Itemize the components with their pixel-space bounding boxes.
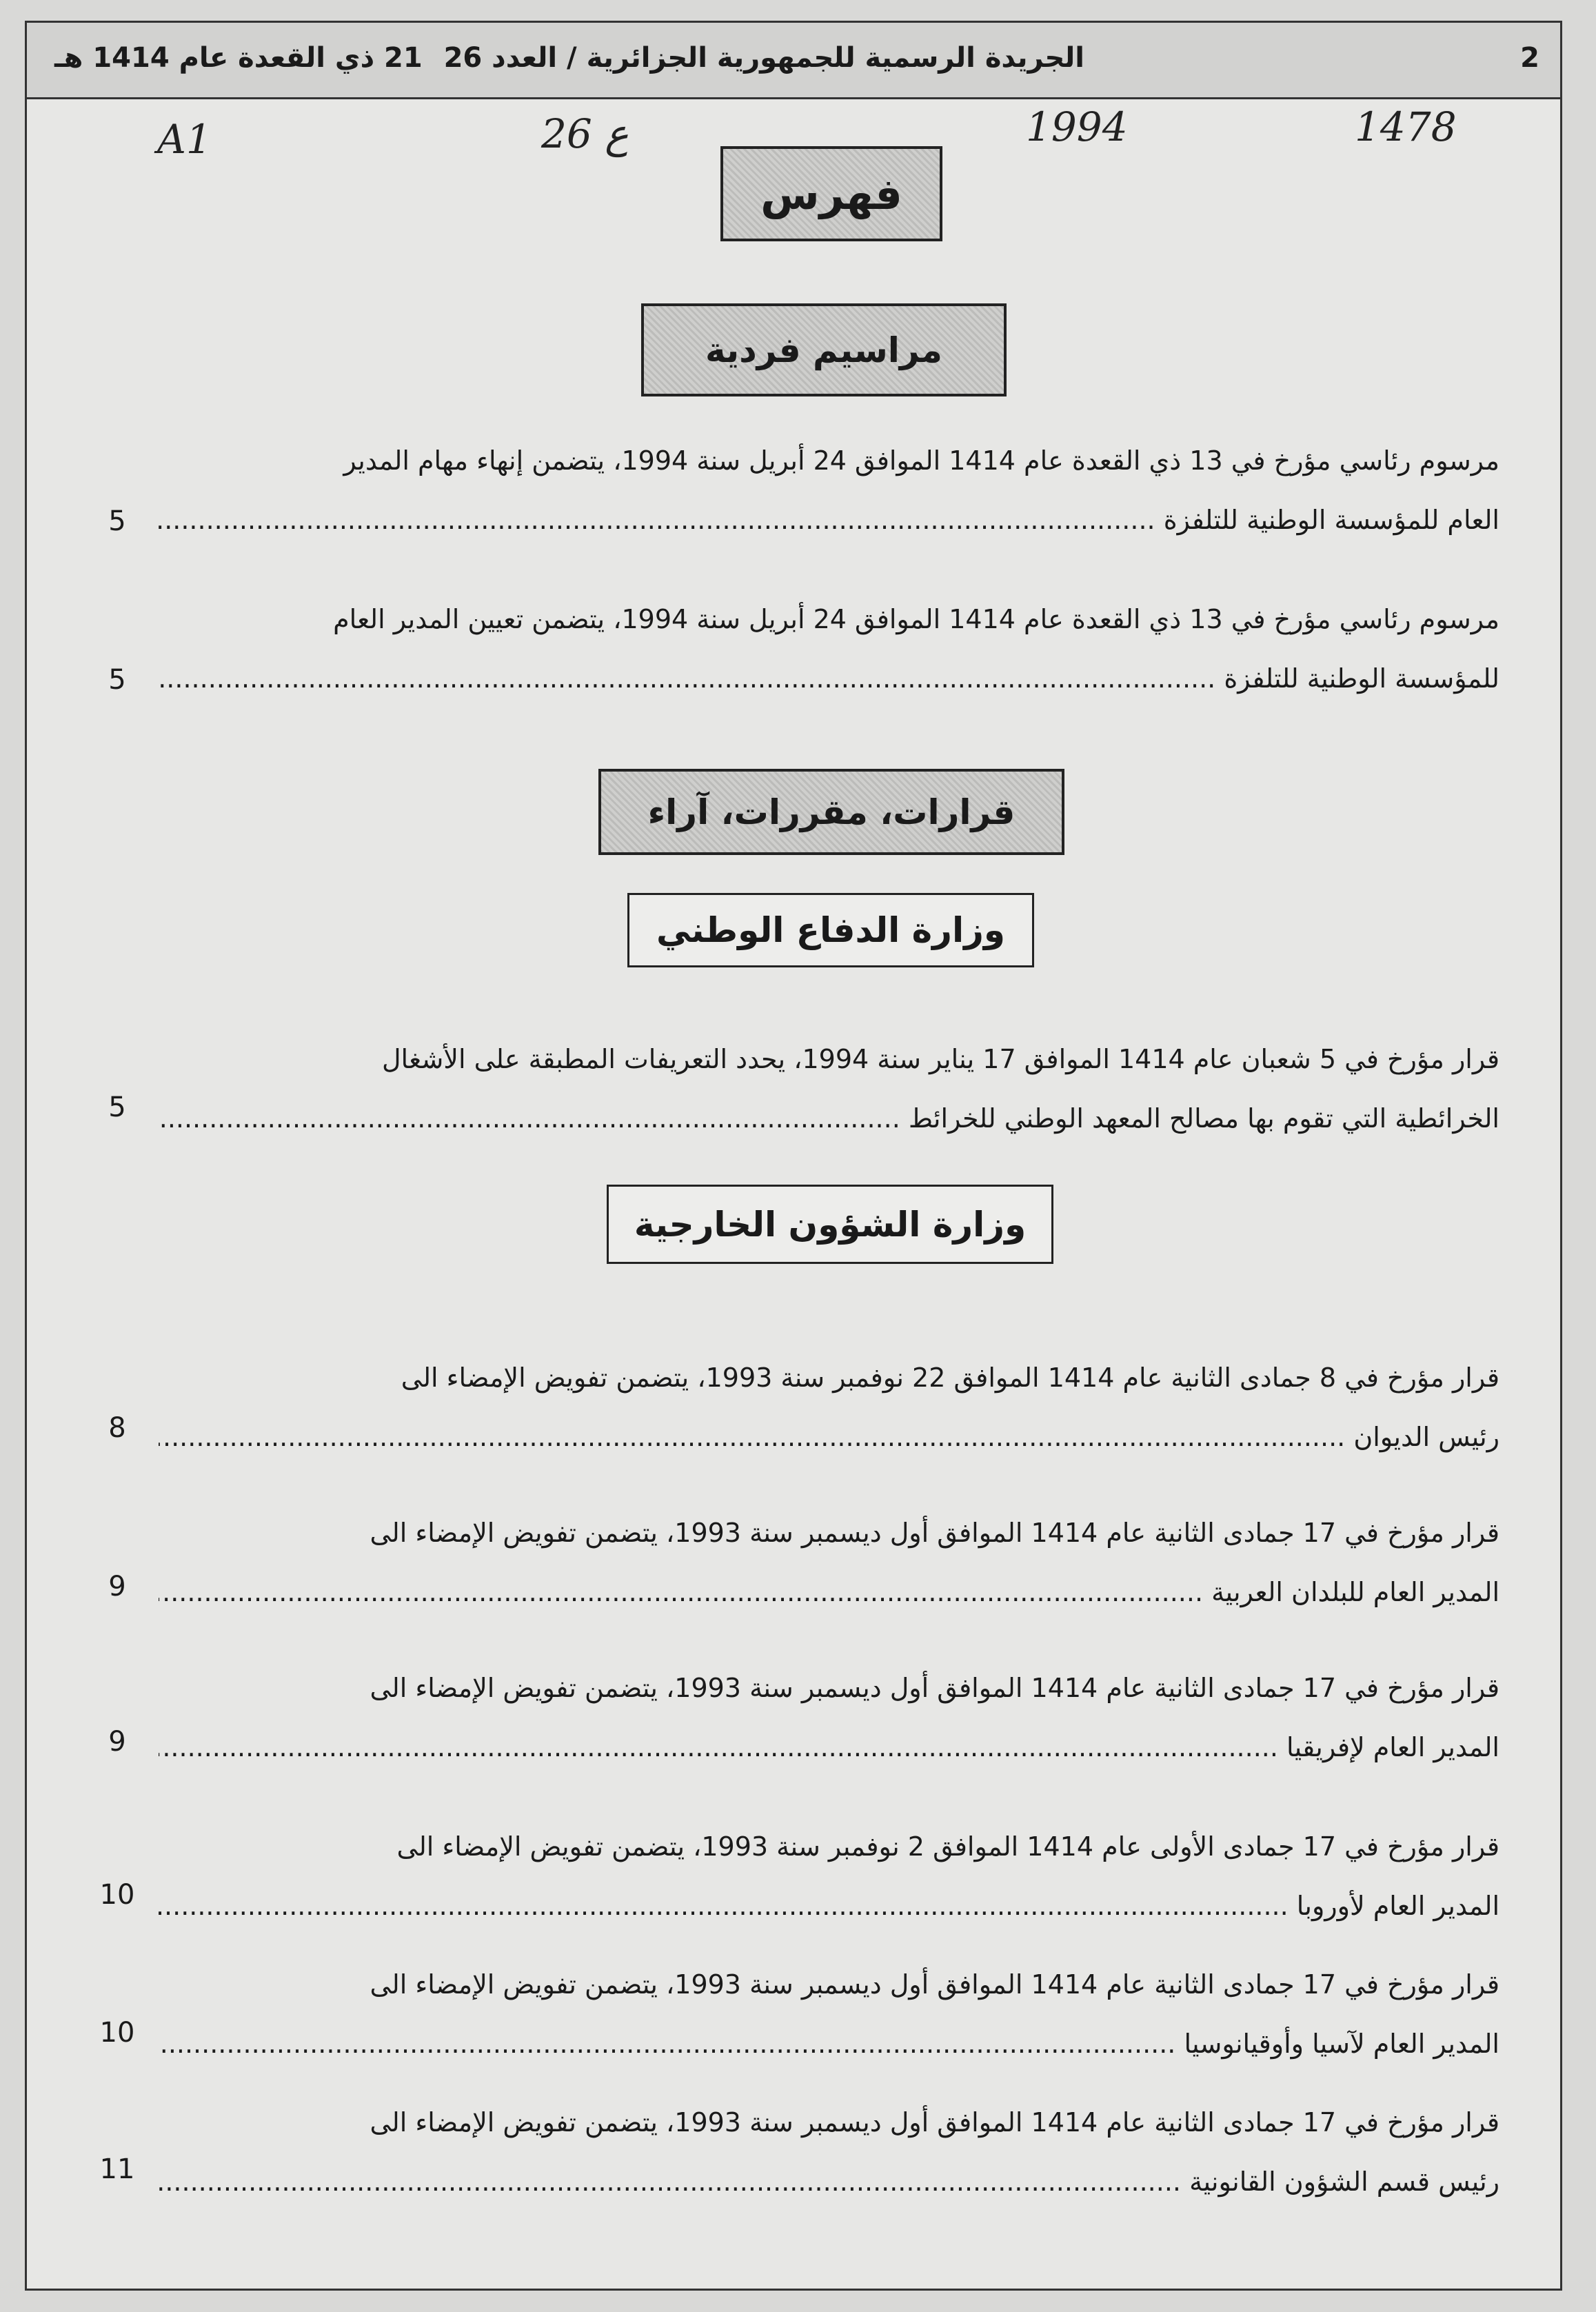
- entry-subject: المدير العام للبلدان العربية .....: [159, 1562, 1499, 1622]
- entry-subject: للمؤسسة الوطنية للتلفزة .....: [159, 649, 1499, 708]
- entry-subject: المدير العام لآسيا وأوقيانوسيا .....: [159, 2014, 1499, 2073]
- page-header: [27, 23, 1560, 99]
- entry-subject: الخرائطية التي تقوم بها مصالح المعهد الوطني للخرائط .....: [159, 1089, 1499, 1148]
- entry-title: قرار مؤرخ في 17 جمادى الثانية عام 1414 الموافق أول ديسمبر سنة 1993، يتضمن تفويض الإمضاء الى: [370, 1518, 1499, 1548]
- entry-title: قرار مؤرخ في 5 شعبان عام 1414 الموافق 17 يناير سنة 1994، يحدد التعريفات المطبقة على الأشغال: [381, 1044, 1499, 1074]
- entry-page-number: 11: [99, 2153, 135, 2185]
- entry-title: مرسوم رئاسي مؤرخ في 13 ذي القعدة عام 1414 الموافق 24 أبريل سنة 1994، يتضمن تعيين المدير العام: [333, 604, 1499, 634]
- list-item: [159, 1503, 1499, 1622]
- entry-page-number: 8: [108, 1412, 126, 1444]
- entry-page-number: 10: [99, 2017, 135, 2049]
- header-date: 21 ذي القعدة عام 1414 هـ: [54, 42, 423, 74]
- section-decisions: قرارات، مقررات، آراء: [598, 769, 1064, 855]
- entry-subject: رئيس الديوان .....: [159, 1407, 1499, 1467]
- list-item: [159, 1658, 1499, 1777]
- entry-subject: المدير العام لأوروبا .....: [159, 1876, 1499, 1936]
- entry-subject: المدير العام لإفريقيا .....: [159, 1718, 1499, 1777]
- entry-page-number: 9: [108, 1726, 126, 1758]
- list-item: [159, 431, 1499, 550]
- index-title: فهرس: [720, 146, 942, 241]
- entry-title: قرار مؤرخ في 17 جمادى الثانية عام 1414 الموافق أول ديسمبر سنة 1993، يتضمن تفويض الإمضاء الى: [370, 2107, 1499, 2138]
- list-item: [159, 1029, 1499, 1148]
- entry-title: قرار مؤرخ في 17 جمادى الأولى عام 1414 الموافق 2 نوفمبر سنة 1993، يتضمن تفويض الإمضاء الى: [396, 1831, 1499, 1862]
- list-item: [159, 2093, 1499, 2211]
- handwritten-code: 1478: [1355, 103, 1457, 150]
- entry-page-number: 5: [108, 1092, 126, 1123]
- header-page-number: 2: [1520, 42, 1539, 74]
- header-publication-title: الجريدة الرسمية للجمهورية الجزائرية / العدد 26: [443, 42, 1084, 74]
- list-item: [159, 1955, 1499, 2073]
- section-ministry-foreign: وزارة الشؤون الخارجية: [607, 1185, 1053, 1264]
- handwritten-ref: A1: [157, 116, 212, 163]
- entry-page-number: 5: [108, 505, 126, 537]
- entry-subject: العام للمؤسسة الوطنية للتلفزة .....: [159, 490, 1499, 550]
- section-individual-decrees: مراسيم فردية: [641, 303, 1007, 396]
- section-ministry-defense: وزارة الدفاع الوطني: [627, 893, 1034, 967]
- entry-page-number: 5: [108, 664, 126, 696]
- list-item: [159, 1817, 1499, 1936]
- handwritten-year: 1994: [1026, 103, 1128, 150]
- entry-title: قرار مؤرخ في 8 جمادى الثانية عام 1414 الموافق 22 نوفمبر سنة 1993، يتضمن تفويض الإمضاء الى: [401, 1363, 1499, 1393]
- list-item: [159, 1348, 1499, 1467]
- entry-title: قرار مؤرخ في 17 جمادى الثانية عام 1414 الموافق أول ديسمبر سنة 1993، يتضمن تفويض الإمضاء الى: [370, 1969, 1499, 2000]
- entry-subject: رئيس قسم الشؤون القانونية .....: [159, 2152, 1499, 2211]
- entry-title: قرار مؤرخ في 17 جمادى الثانية عام 1414 الموافق أول ديسمبر سنة 1993، يتضمن تفويض الإمضاء الى: [370, 1673, 1499, 1703]
- entry-page-number: 10: [99, 1879, 135, 1911]
- entry-title: مرسوم رئاسي مؤرخ في 13 ذي القعدة عام 1414 الموافق 24 أبريل سنة 1994، يتضمن إنهاء مهام المدير: [343, 445, 1499, 476]
- handwritten-issue: 26 ع: [541, 110, 629, 157]
- entry-page-number: 9: [108, 1571, 126, 1602]
- list-item: [159, 590, 1499, 708]
